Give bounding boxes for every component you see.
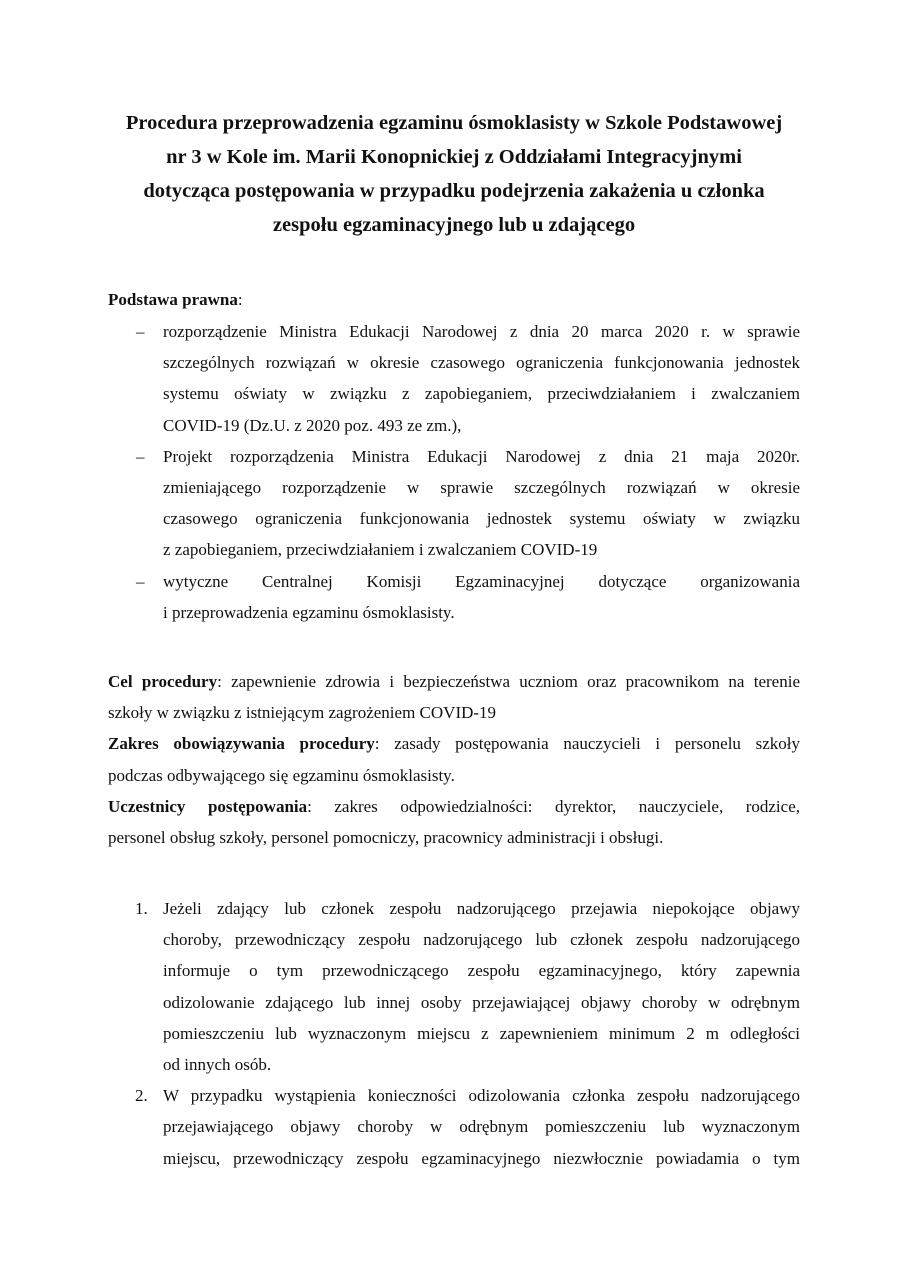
participants-text: : zakres odpowiedzialności: dyrektor, nauczyciele, rodzice, bbox=[307, 796, 800, 816]
text-line: i przeprowadzenia egzaminu ósmoklasisty. bbox=[163, 602, 455, 622]
dash-bullet: – bbox=[136, 446, 145, 466]
legal-basis-list bbox=[108, 316, 800, 628]
scope-paragraph bbox=[108, 728, 800, 759]
step-number: 2. bbox=[135, 1086, 148, 1106]
title-line: Procedura przeprowadzenia egzaminu ósmoklasisty w Szkole Podstawowej bbox=[125, 112, 783, 134]
list-item bbox=[108, 1080, 800, 1174]
text-line: z zapobieganiem, przeciwdziałaniem i zwalczaniem COVID-19 bbox=[163, 540, 598, 560]
procedure-steps bbox=[108, 893, 800, 1174]
text-line: od innych osób. bbox=[163, 1055, 272, 1075]
text-line: zmieniającego rozporządzenie w sprawie szczególnych rozwiązań w okresie bbox=[163, 478, 800, 498]
procedure-info bbox=[108, 666, 800, 853]
legal-basis-label: Podstawa prawna bbox=[108, 290, 238, 309]
scope-text: : zasady postępowania nauczycieli i personelu szkoły bbox=[374, 734, 800, 754]
text-line: przejawiającego objawy choroby w odrębnym pomieszczeniu lub wyznaczonym bbox=[163, 1117, 800, 1137]
list-item bbox=[108, 441, 800, 566]
dash-bullet: – bbox=[136, 571, 145, 591]
text-line: szczególnych rozwiązań w okresie czasowego ograniczenia funkcjonowania jednostek bbox=[163, 353, 800, 373]
list-item bbox=[108, 893, 800, 1080]
participants-label: Uczestnicy postępowania bbox=[108, 796, 308, 816]
text-line: szkoły w związku z istniejącym zagrożeniem COVID-19 bbox=[108, 703, 497, 723]
text-line: W przypadku wystąpienia konieczności odizolowania członka zespołu nadzorującego bbox=[163, 1086, 800, 1106]
text-line: pomieszczeniu lub wyznaczonym miejscu z zapewnieniem minimum 2 m odległości bbox=[163, 1023, 800, 1043]
text-line: odizolowanie zdającego lub innej osoby przejawiającej objawy choroby w odrębnym bbox=[163, 992, 800, 1012]
list-item bbox=[108, 566, 800, 628]
title-line: zespołu egzaminacyjnego lub u zdającego bbox=[272, 214, 636, 236]
participants-paragraph bbox=[108, 791, 800, 822]
step-number: 1. bbox=[135, 899, 148, 918]
text-line: rozporządzenie Ministra Edukacji Narodowej z dnia 20 marca 2020 r. w sprawie bbox=[163, 322, 800, 341]
text-line: czasowego ograniczenia funkcjonowania jednostek systemu oświaty w związku bbox=[163, 509, 800, 529]
text-line: systemu oświaty w związku z zapobieganiem, przeciwdziałaniem i zwalczaniem bbox=[163, 384, 800, 404]
goal-text: : zapewnienie zdrowia i bezpieczeństwa uczniom oraz pracownikom na terenie bbox=[217, 672, 800, 691]
text-line: Projekt rozporządzenia Ministra Edukacji Narodowej z dnia 21 maja 2020r. bbox=[163, 446, 800, 466]
text-line: informuje o tym przewodniczącego zespołu egzaminacyjnego, który zapewnia bbox=[163, 961, 800, 981]
text-line: miejscu, przewodniczący zespołu egzaminacyjnego niezwłocznie powiadamia o tym bbox=[163, 1148, 800, 1168]
list-item bbox=[108, 316, 800, 441]
document-title bbox=[100, 106, 808, 242]
text-line: personel obsług szkoły, personel pomocniczy, pracownicy administracji i obsługi. bbox=[108, 828, 664, 848]
text-line: wytyczne Centralnej Komisji Egzaminacyjnej dotyczące organizowania bbox=[163, 571, 800, 591]
goal-label: Cel procedury bbox=[108, 672, 218, 691]
legal-basis-heading bbox=[108, 287, 243, 313]
text-line: podczas odbywającego się egzaminu ósmoklasisty. bbox=[108, 765, 455, 785]
goal-paragraph bbox=[108, 666, 800, 697]
legal-basis-colon: : bbox=[237, 290, 243, 309]
text-line: choroby, przewodniczący zespołu nadzorującego lub członek zespołu nadzorującego bbox=[163, 930, 800, 950]
text-line: COVID-19 (Dz.U. z 2020 poz. 493 ze zm.), bbox=[163, 415, 462, 435]
scope-label: Zakres obowiązywania procedury bbox=[108, 734, 375, 754]
title-line: dotycząca postępowania w przypadku podejrzenia zakażenia u członka bbox=[143, 180, 765, 202]
title-line: nr 3 w Kole im. Marii Konopnickiej z Oddziałami Integracyjnymi bbox=[166, 146, 742, 168]
text-line: Jeżeli zdający lub członek zespołu nadzorującego przejawia niepokojące objawy bbox=[163, 899, 800, 918]
dash-bullet: – bbox=[136, 322, 145, 341]
